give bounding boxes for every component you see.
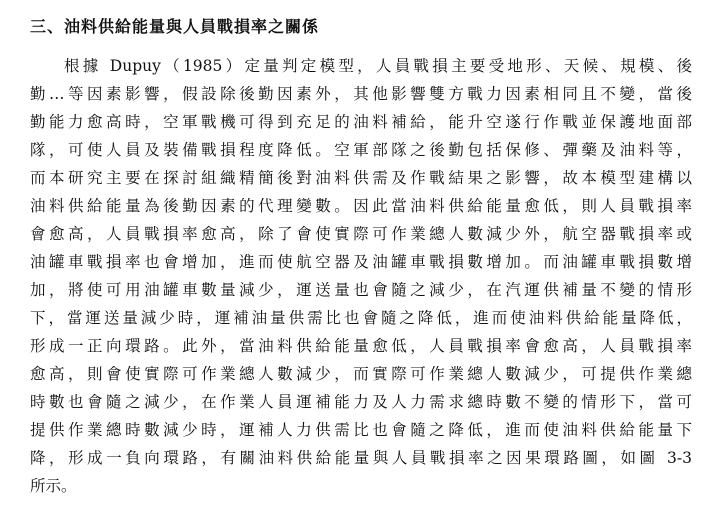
- paragraph-line-8: 油罐車戰損率也會增加，進而使航空器及油罐車戰損數增加。而油罐車戰損數增: [30, 253, 692, 271]
- paragraph-line-15: 降，形成一負向環路，有關油料供給能量與人員戰損率之因果環路圖，如圖 3-3: [30, 449, 692, 467]
- paragraph-line-1: 根據 Dupuy（1985）定量判定模型，人員戰損主要受地形、天候、規模、後: [64, 57, 692, 75]
- paragraph-line-10: 下，當運送量減少時，運補油量供需比也會隨之降低，進而使油料供給能量降低，: [30, 309, 692, 327]
- section-heading: 三、油料供給能量與人員戰損率之關係: [30, 17, 320, 36]
- paragraph-line-9: 加，將使可用油罐車數量減少，運送量也會隨之減少，在汽運供補量不變的情形: [30, 281, 692, 299]
- paragraph-line-13: 時數也會隨之減少，在作業人員運補能力及人力需求總時數不變的情形下，當可: [30, 393, 692, 411]
- paragraph-line-16: 所示。: [30, 477, 77, 495]
- paragraph-line-11: 形成一正向環路。此外，當油料供給能量愈低，人員戰損率會愈高，人員戰損率: [30, 337, 692, 355]
- paragraph-line-2: 勤…等因素影響，假設除後勤因素外，其他影響雙方戰力因素相同且不變，當後: [30, 85, 692, 103]
- paragraph-line-3: 勤能力愈高時，空軍戰機可得到充足的油料補給，能升空遂行作戰並保護地面部: [30, 113, 692, 131]
- paragraph-line-6: 油料供給能量為後勤因素的代理變數。因此當油料供給能量愈低，則人員戰損率: [30, 197, 692, 215]
- paragraph-line-7: 會愈高，人員戰損率愈高，除了會使實際可作業總人數減少外，航空器戰損率或: [30, 225, 692, 243]
- paragraph-line-5: 而本研究主要在探討組織精簡後對油料供需及作戰結果之影響，故本模型建構以: [30, 169, 692, 187]
- paragraph-line-4: 隊，可使人員及裝備戰損程度降低。空軍部隊之後勤包括保修、彈藥及油料等，: [30, 141, 692, 159]
- paragraph-line-12: 愈高，則會使實際可作業總人數減少，而實際可作業總人數減少，可提供作業總: [30, 365, 692, 383]
- paragraph-line-14: 提供作業總時數減少時，運補人力供需比也會隨之降低，進而使油料供給能量下: [30, 421, 692, 439]
